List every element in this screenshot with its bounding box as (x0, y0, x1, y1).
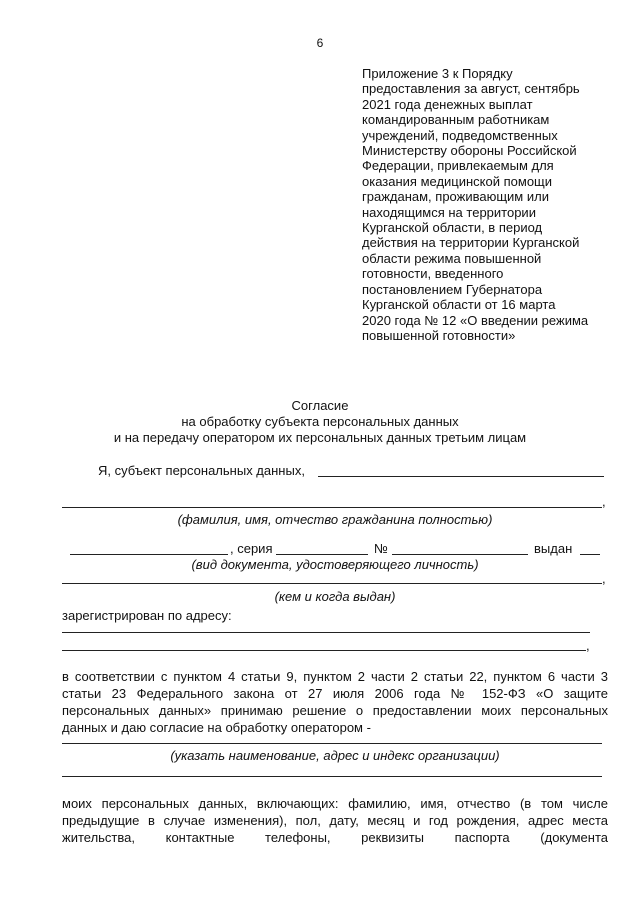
series-label: , серия (230, 541, 273, 556)
subject-prefix: Я, субъект персональных данных, (98, 463, 305, 478)
document-caption: (вид документа, удостоверяющего личность) (191, 557, 479, 572)
appendix-line: Министерству обороны Российской (362, 143, 577, 159)
personal-data-paragraph (62, 795, 608, 846)
appendix-line: Курганской области от 16 марта (362, 297, 556, 313)
appendix-line: 2020 года № 12 «О введении режима (362, 312, 589, 328)
paragraph-line: персональных данных» принимаю решение о предоставлении моих персональных (62, 703, 608, 718)
paragraph-line: предыдущие в случае изменения), пол, дату, месяц и год рождения, адрес места (62, 813, 608, 828)
address-label: зарегистрирован по адресу: (62, 608, 232, 623)
appendix-line: Курганской области, в период (362, 220, 543, 236)
appendix-line: повышенной готовности» (362, 327, 516, 343)
appendix-line: постановлением Губернатора (362, 281, 543, 297)
page-number: 6 (316, 36, 324, 50)
subject-name-field[interactable] (318, 476, 604, 477)
appendix-block (362, 66, 632, 343)
name-caption: (фамилия, имя, отчество гражданина полностью) (177, 512, 493, 527)
paragraph-line: жительства, контактные телефоны, реквизиты паспорта (документа (62, 830, 608, 845)
appendix-line: оказания медицинской помощи (362, 173, 553, 189)
number-label: № (374, 541, 388, 556)
document-type-field[interactable] (70, 554, 228, 555)
appendix-line: Приложение 3 к Порядку (362, 66, 513, 81)
organization-field-line-2[interactable] (62, 776, 602, 777)
appendix-line: находящимся на территории (362, 204, 536, 220)
address-field-line-2[interactable] (62, 650, 586, 651)
document-title (0, 398, 640, 446)
appendix-line: действия на территории Курганской (362, 235, 580, 251)
appendix-line: Федерации, привлекаемым для (362, 158, 554, 174)
paragraph-line: в соответствии с пунктом 4 статьи 9, пунктом 2 части 2 статьи 22, пунктом 6 части 3 (62, 669, 608, 684)
appendix-line: предоставления за август, сентябрь (362, 81, 580, 97)
appendix-line: готовности, введенного (362, 266, 504, 282)
title-line-1: Согласие (291, 398, 349, 413)
line-comma: , (602, 494, 606, 509)
appendix-line: 2021 года денежных выплат (362, 96, 533, 112)
title-line-3: и на передачу оператором их персональных данных третьим лицам (113, 430, 527, 445)
address-field-line-1[interactable] (62, 632, 590, 633)
document-row (62, 541, 608, 557)
appendix-line: гражданам, проживающим или (362, 189, 549, 205)
issued-date-field[interactable] (580, 554, 600, 555)
consent-paragraph (62, 668, 608, 736)
paragraph-line: статьи 23 Федерального закона от 27 июля 2006 года № 152-ФЗ «О защите (62, 686, 608, 701)
line-comma: , (586, 638, 590, 653)
subject-row (62, 463, 608, 479)
series-field[interactable] (276, 554, 368, 555)
title-line-2: на обработку субъекта персональных данных (181, 414, 459, 429)
number-field[interactable] (392, 554, 528, 555)
appendix-line: области режима повышенной (362, 250, 542, 266)
appendix-line: командированным работникам (362, 112, 550, 128)
full-name-field[interactable] (62, 507, 602, 508)
organization-caption: (указать наименование, адрес и индекс организации) (170, 748, 500, 763)
paragraph-line: моих персональных данных, включающих: фамилию, имя, отчество (в том числе (62, 796, 608, 811)
issuer-field[interactable] (62, 583, 602, 584)
issuer-caption: (кем и когда выдан) (274, 589, 396, 604)
line-comma: , (602, 571, 606, 586)
paragraph-line: данных и даю согласие на обработку оператором - (62, 720, 371, 735)
issued-label: выдан (534, 541, 573, 556)
organization-field[interactable] (62, 743, 602, 744)
appendix-line: учреждений, подведомственных (362, 127, 558, 143)
